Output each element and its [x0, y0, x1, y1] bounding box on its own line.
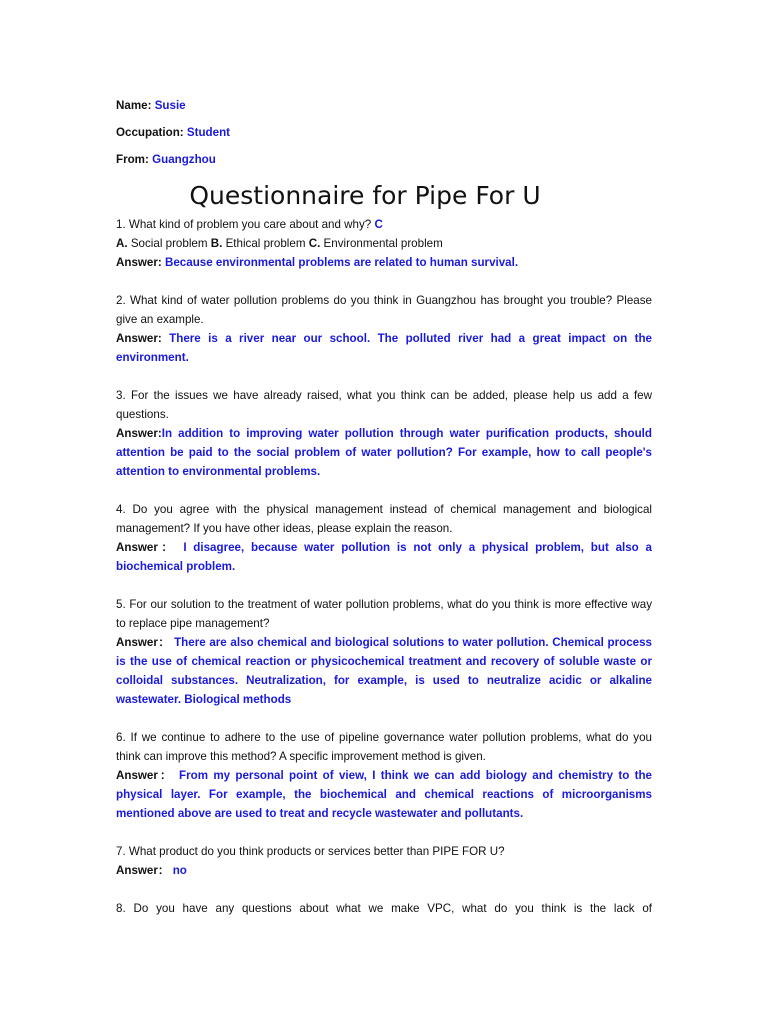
- question-1-text: 1. What kind of problem you care about and why?: [116, 218, 372, 231]
- question-6: [116, 728, 652, 823]
- option-a-letter: A.: [116, 237, 128, 250]
- name-line: [116, 96, 652, 123]
- question-6-text: 6. If we continue to adhere to the use of pipeline governance water pollution problems, what do you think can improve this method? A specific improvement method is given.: [116, 731, 652, 763]
- answer-text: There are also chemical and biological solutions to water pollution. Chemical process is the use of chemical reaction or physicochemical treatment and recovery of soluble waste or colloidal substances. Neutralization, for example, is used to neutralize acidic or alkaline wastewater. Biological methods: [116, 636, 652, 706]
- answer-label: Answer：: [116, 541, 177, 554]
- answer-label: Answer:: [116, 332, 162, 345]
- answer-label: Answer：: [116, 769, 174, 782]
- question-8: [116, 899, 652, 918]
- occupation-label: Occupation:: [116, 126, 184, 139]
- option-a-text: Social problem: [130, 237, 208, 250]
- question-7: [116, 842, 652, 880]
- question-2-answer: [116, 329, 652, 367]
- question-5: [116, 595, 652, 709]
- answer-label: Answer：: [116, 864, 170, 877]
- question-3-answer: [116, 424, 652, 481]
- question-5-answer: [116, 633, 652, 709]
- answer-text: From my personal point of view, I think we can add biology and chemistry to the physical layer. For example, the biochemical and chemical reactions of microorganisms mentioned above are used to treat and recycle wastewater and pollutants.: [116, 769, 652, 820]
- question-1: [116, 215, 652, 272]
- question-1-text-line: [116, 215, 652, 234]
- option-c-letter: C.: [308, 237, 321, 250]
- answer-label: Answer：: [116, 636, 171, 649]
- answer-text: no: [172, 864, 187, 877]
- answer-text: In addition to improving water pollution through water purification products, should attention be paid to the social problem of water pollution? For example, how to call people's attention to environmental problems.: [116, 427, 652, 478]
- question-6-answer: [116, 766, 652, 823]
- answer-text: There is a river near our school. The polluted river had a great impact on the environment.: [116, 332, 652, 364]
- name-value: Susie: [154, 99, 186, 112]
- question-3-text: 3. For the issues we have already raised, what you think can be added, please help us add a few questions.: [116, 389, 652, 421]
- question-7-answer: [116, 861, 652, 880]
- question-1-options: [116, 234, 652, 253]
- question-4: [116, 500, 652, 576]
- question-1-inline-answer: C: [374, 218, 383, 231]
- option-b-letter: B.: [210, 237, 223, 250]
- answer-text: Because environmental problems are related to human survival.: [164, 256, 519, 269]
- from-label: From:: [116, 153, 149, 166]
- question-2-text: 2. What kind of water pollution problems do you think in Guangzhou has brought you trouble? Please give an example.: [116, 294, 652, 326]
- question-8-text: 8. Do you have any questions about what we make VPC, what do you think is the lack of: [116, 902, 652, 915]
- page-title: Questionnaire for Pipe For U: [189, 181, 541, 210]
- name-label: Name:: [116, 99, 152, 112]
- answer-label: Answer:: [116, 427, 162, 440]
- document-page: [116, 96, 652, 937]
- from-line: [116, 150, 652, 177]
- question-2: [116, 291, 652, 367]
- occupation-line: [116, 123, 652, 150]
- option-b-text: Ethical problem: [225, 237, 306, 250]
- occupation-value: Student: [186, 126, 231, 139]
- from-value: Guangzhou: [152, 153, 216, 166]
- question-4-answer: [116, 538, 652, 576]
- option-c-text: Environmental problem: [323, 237, 443, 250]
- question-3: [116, 386, 652, 481]
- question-5-text: 5. For our solution to the treatment of water pollution problems, what do you think is more effective way to replace pipe management?: [116, 598, 652, 630]
- question-1-answer: [116, 253, 652, 272]
- answer-text: I disagree, because water pollution is not only a physical problem, but also a biochemical problem.: [116, 541, 652, 573]
- answer-label: Answer:: [116, 256, 162, 269]
- question-7-text: 7. What product do you think products or services better than PIPE FOR U?: [116, 845, 505, 858]
- question-4-text: 4. Do you agree with the physical management instead of chemical management and biological management? If you have other ideas, please explain the reason.: [116, 503, 652, 535]
